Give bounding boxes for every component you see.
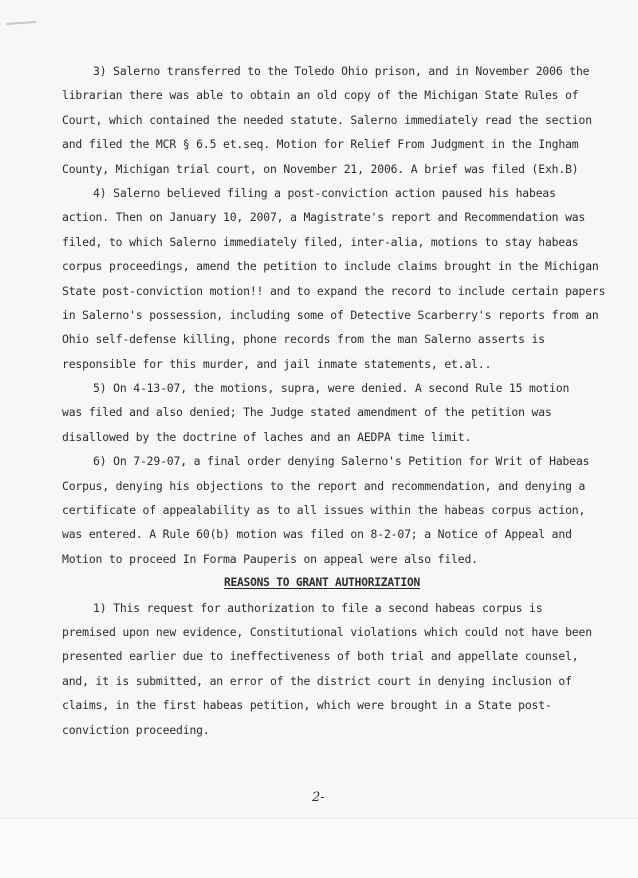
reason-1-line: conviction proceeding. [62, 722, 210, 737]
paragraph-5-line: 5) On 4-13-07, the motions, supra, were denied. A second Rule 15 motion [93, 381, 570, 396]
paragraph-4-line: responsible for this murder, and jail inmate statements, et.al.. [62, 356, 492, 371]
paragraph-6-line: Corpus, denying his objections to the report and recommendation, and denying a [62, 478, 586, 493]
paragraph-3-line: 3) Salerno transferred to the Toledo Ohio prison, and in November 2006 the [93, 64, 590, 78]
paragraph-4-line: corpus proceedings, amend the petition to include claims brought in the Michigan [62, 259, 599, 274]
paragraph-4-line: 4) Salerno believed filing a post-conviction action paused his habeas [93, 185, 556, 200]
paragraph-3-line: Court, which contained the needed statute. Salerno immediately read the section [62, 112, 592, 127]
paragraph-4-line: action. Then on January 10, 2007, a Magistrate's report and Recommendation was [62, 210, 586, 225]
paragraph-6-line: Motion to proceed In Forma Pauperis on appeal were also filed. [62, 551, 478, 566]
paragraph-6-line: 6) On 7-29-07, a final order denying Salerno's Petition for Writ of Habeas [93, 454, 590, 469]
reason-1-line: premised upon new evidence, Constitutional violations which could not have been [62, 624, 592, 639]
paragraph-3-line: County, Michigan trial court, on November 21, 2006. A brief was filed (Exh.B) [62, 161, 579, 176]
reason-1-line: claims, in the first habeas petition, which were brought in a State post- [62, 698, 552, 713]
paragraph-6-line: was entered. A Rule 60(b) motion was filed on 8-2-07; a Notice of Appeal and [62, 527, 572, 542]
section-heading: REASONS TO GRANT AUTHORIZATION [223, 576, 421, 590]
paragraph-4-line: Ohio self-defense killing, phone records from the man Salerno asserts is [62, 332, 545, 347]
paragraph-5-line: disallowed by the doctrine of laches and an AEDPA time limit. [62, 429, 472, 444]
document-body [62, 59, 606, 742]
paragraph-4-line: filed, to which Salerno immediately filed, inter-alia, motions to stay habeas [62, 234, 579, 249]
reason-1-line: 1) This request for authorization to file a second habeas corpus is [93, 600, 543, 615]
paragraph-3-line: librarian there was able to obtain an old copy of the Michigan State Rules of [62, 88, 579, 103]
paragraph-6-line: certificate of appealability as to all issues within the habeas corpus action, [62, 503, 586, 518]
reason-1-line: presented earlier due to ineffectiveness of both trial and appellate counsel, [62, 649, 579, 664]
scan-artifact-mark [6, 21, 36, 25]
paragraph-4-line: State post-conviction motion!! and to expand the record to include certain papers [62, 283, 606, 298]
page-number: 2- [312, 790, 325, 805]
paragraph-4-line: in Salerno's possession, including some of Detective Scarberry's reports from an [62, 307, 599, 322]
scan-bottom-margin [0, 818, 638, 878]
paragraph-5-line: was filed and also denied; The Judge stated amendment of the petition was [62, 405, 552, 420]
reason-1-line: and, it is submitted, an error of the district court in denying inclusion of [62, 673, 572, 688]
paragraph-3-line: and filed the MCR § 6.5 et.seq. Motion for Relief From Judgment in the Ingham [62, 137, 579, 152]
